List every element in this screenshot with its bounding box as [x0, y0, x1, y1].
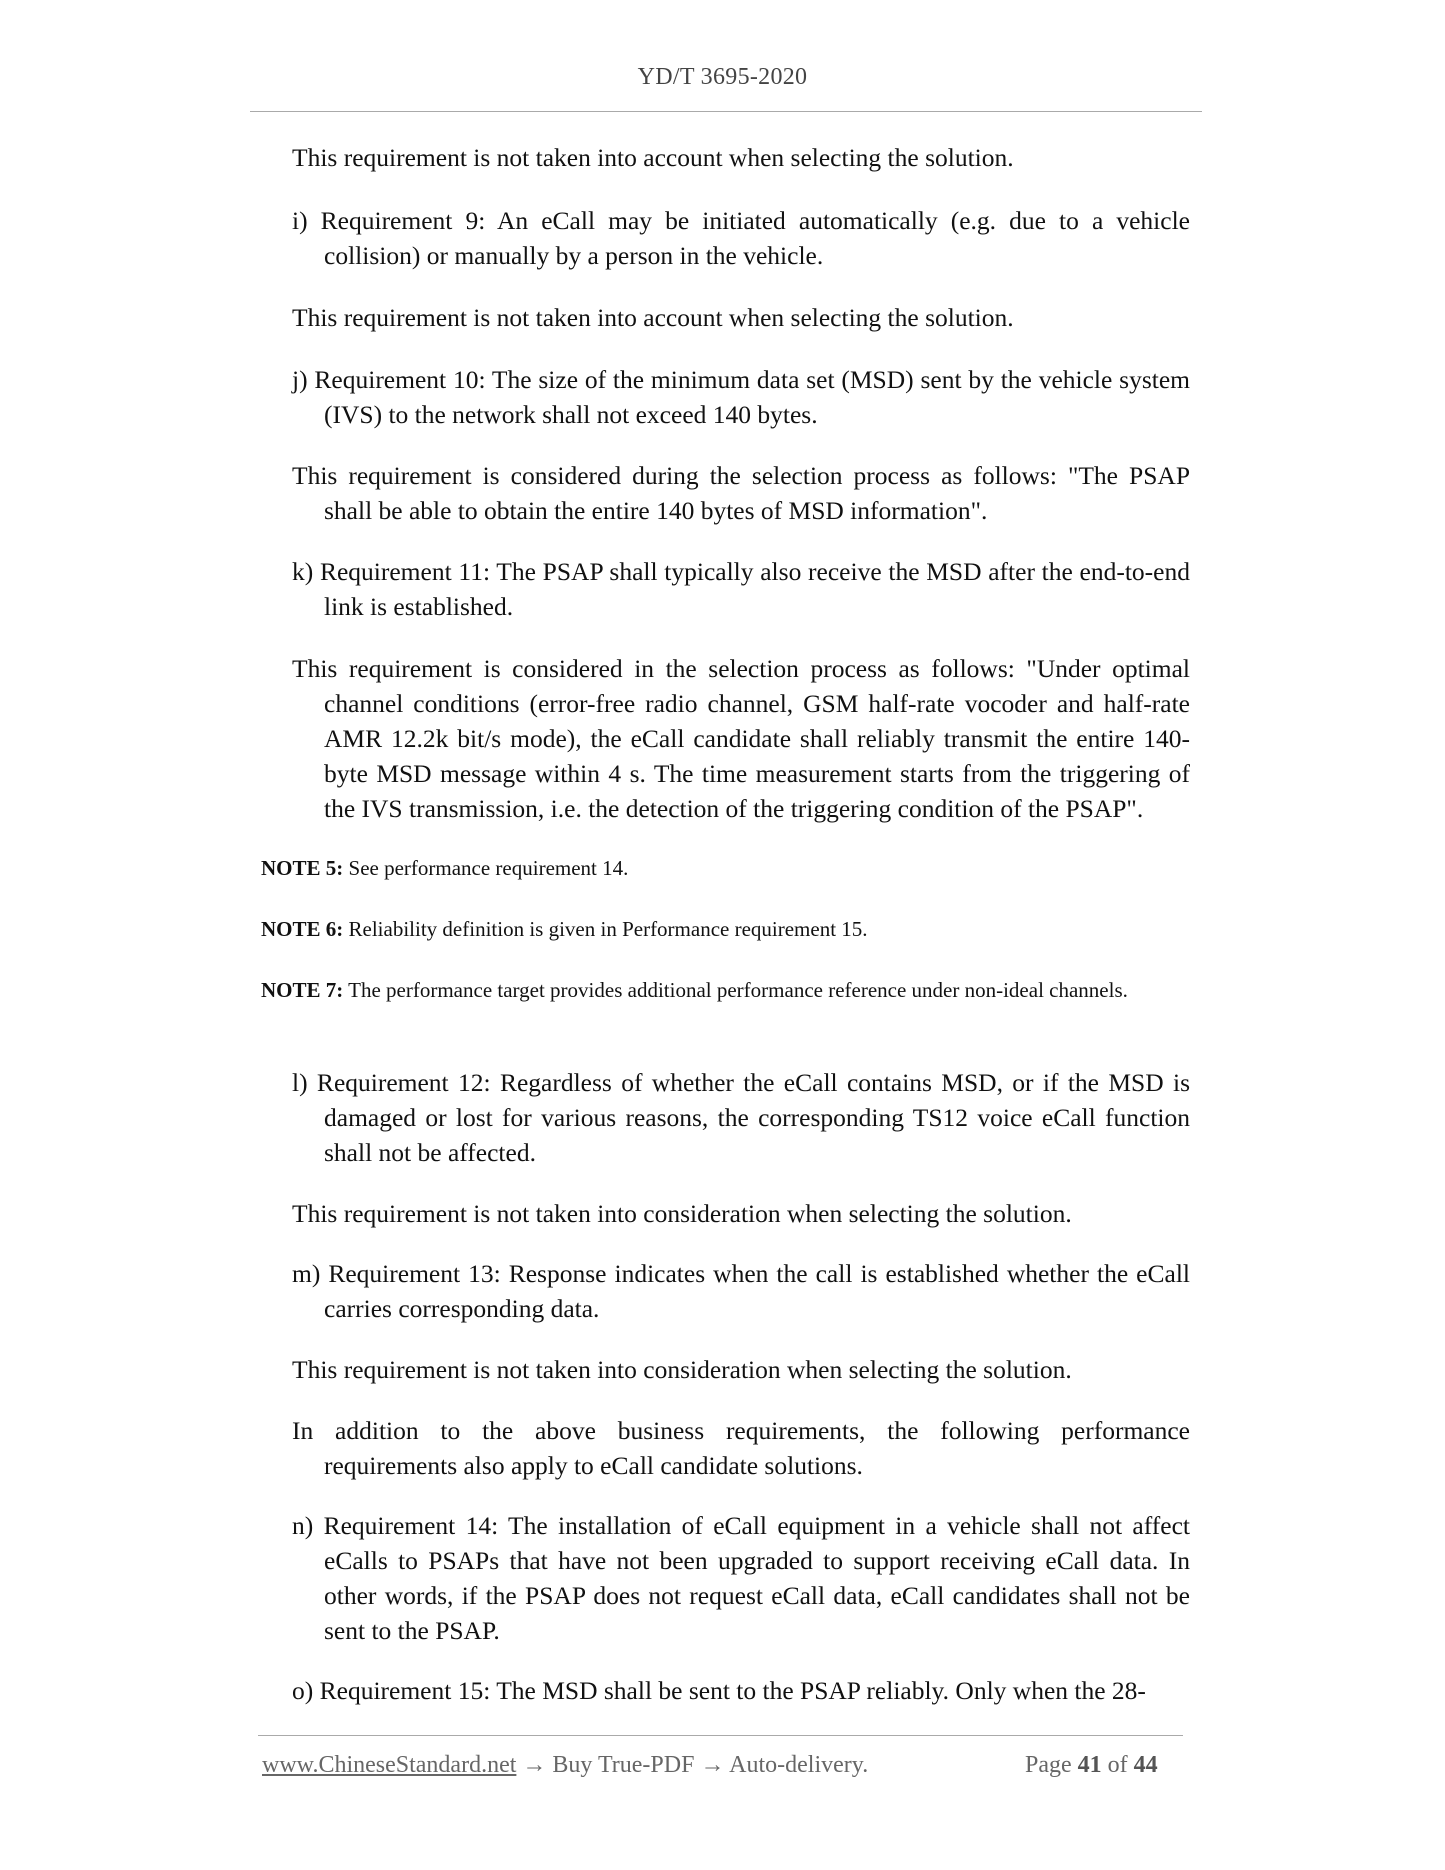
- page-number: [1025, 1752, 1158, 1779]
- page-header: YD/T 3695-2020: [637, 64, 808, 90]
- paragraph: This requirement is considered during the selection process as follows: "The PSAP shall be able to obtain the entire 140 bytes of MSD information".: [292, 461, 1190, 525]
- arrow-icon: →: [700, 1752, 725, 1778]
- arrow-icon: →: [522, 1752, 547, 1778]
- note-5: [261, 851, 1190, 885]
- delivery-text: Auto-delivery.: [729, 1752, 869, 1778]
- note-text: The performance target provides additional performance reference under non-ideal channels.: [348, 978, 1128, 1002]
- page-label: Page: [1025, 1752, 1072, 1778]
- requirement-10: j) Requirement 10: The size of the minimum data set (MSD) sent by the vehicle system (IVS) to the network shall not exceed 140 bytes.: [292, 365, 1190, 429]
- note-text: Reliability definition is given in Performance requirement 15.: [348, 917, 868, 941]
- header-divider: [250, 111, 1202, 112]
- requirement-11: k) Requirement 11: The PSAP shall typically also receive the MSD after the end-to-end link is established.: [292, 557, 1190, 621]
- paragraph: This requirement is not taken into account when selecting the solution.: [292, 143, 1014, 172]
- note-label: NOTE 7:: [261, 978, 344, 1002]
- current-page: 41: [1077, 1752, 1102, 1778]
- footer-divider: [258, 1735, 1183, 1736]
- paragraph: This requirement is considered in the selection process as follows: "Under optimal channel conditions (error-free radio channel, GSM half-rate vocoder and half-rate AMR 12.2k bit/s mode), the eCall candidate shall reliably transmit the entire 140-byte MSD message within 4 s. The time measurement starts from the triggering of the IVS transmission, i.e. the detection of the triggering condition of the PSAP".: [292, 654, 1190, 823]
- footer-links: [262, 1752, 868, 1779]
- paragraph: This requirement is not taken into account when selecting the solution.: [292, 303, 1014, 332]
- total-pages: 44: [1133, 1752, 1158, 1778]
- of-label: of: [1107, 1752, 1128, 1778]
- requirement-9: i) Requirement 9: An eCall may be initiated automatically (e.g. due to a vehicle collision) or manually by a person in the vehicle.: [292, 206, 1190, 270]
- requirement-14: n) Requirement 14: The installation of eCall equipment in a vehicle shall not affect eCalls to PSAPs that have not been upgraded to support receiving eCall data. In other words, if the PSAP does not request eCall data, eCall candidates shall not be sent to the PSAP.: [292, 1511, 1190, 1645]
- paragraph: This requirement is not taken into consideration when selecting the solution.: [292, 1355, 1072, 1384]
- paragraph: In addition to the above business requirements, the following performance requirements also apply to eCall candidate solutions.: [292, 1416, 1190, 1480]
- requirement-15: o) Requirement 15: The MSD shall be sent to the PSAP reliably. Only when the 28-: [292, 1676, 1146, 1705]
- requirement-13: m) Requirement 13: Response indicates when the call is established whether the eCall carries corresponding data.: [292, 1259, 1190, 1323]
- note-label: NOTE 5:: [261, 856, 344, 880]
- note-6: [261, 912, 1190, 946]
- site-link[interactable]: www.ChineseStandard.net: [262, 1752, 517, 1778]
- note-7: [261, 973, 1190, 1007]
- note-label: NOTE 6:: [261, 917, 344, 941]
- buy-text: Buy True-PDF: [552, 1752, 695, 1778]
- note-text: See performance requirement 14.: [348, 856, 629, 880]
- requirement-12: l) Requirement 12: Regardless of whether the eCall contains MSD, or if the MSD is damaged or lost for various reasons, the corresponding TS12 voice eCall function shall not be affected.: [292, 1068, 1190, 1167]
- paragraph: This requirement is not taken into consideration when selecting the solution.: [292, 1199, 1072, 1228]
